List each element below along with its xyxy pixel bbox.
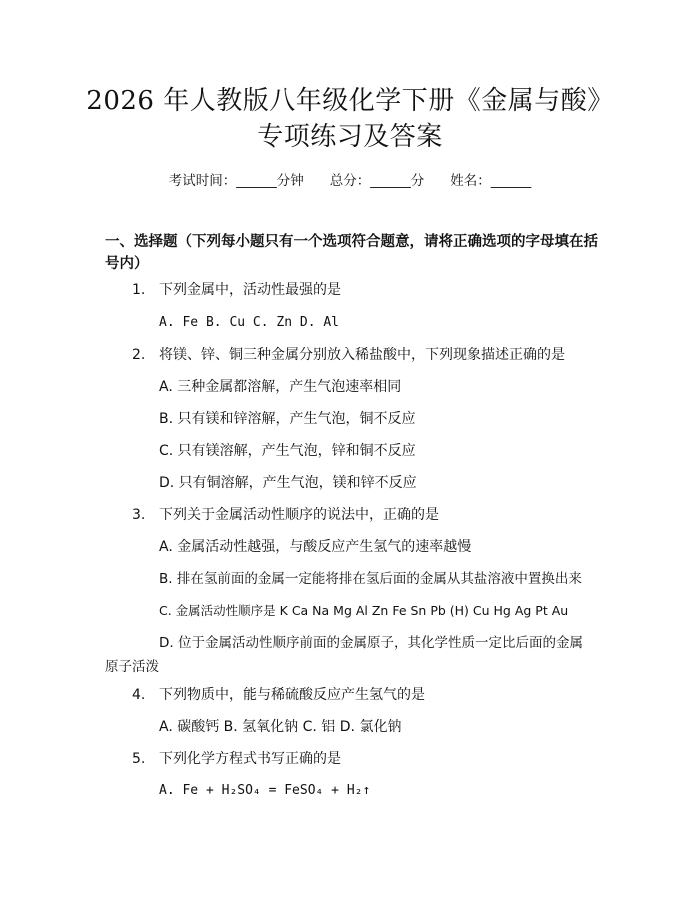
question-3 [132, 505, 439, 525]
question-stem: 将镁、锌、铜三种金属分别放入稀盐酸中，下列现象描述正确的是 [159, 347, 565, 363]
question-3-option-b: B. 排在氢前面的金属一定能将排在氢后面的金属从其盐溶液中置换出来 [159, 571, 582, 587]
question-stem: 下列关于金属活动性顺序的说法中，正确的是 [159, 507, 439, 523]
document-title-line2: 专项练习及答案 [257, 122, 443, 152]
section-heading: 一、选择题（下列每小题只有一个选项符合题意，请将正确选项的字母填在括号内） [105, 234, 598, 272]
question-5 [132, 749, 341, 769]
question-number: 4. [132, 687, 146, 703]
question-2-option-b: B. 只有镁和锌溶解，产生气泡，铜不反应 [159, 411, 416, 427]
question-1-options: A. Fe B. Cu C. Zn D. Al [159, 315, 340, 330]
question-number: 5. [132, 751, 146, 767]
question-3-option-a: A. 金属活动性越强，与酸反应产生氢气的速率越慢 [159, 539, 472, 555]
student-name: 姓名：______ [450, 173, 532, 189]
question-stem: 下列物质中，能与稀硫酸反应产生氢气的是 [159, 687, 425, 703]
question-stem: 下列金属中，活动性最强的是 [159, 282, 341, 298]
question-stem: 下列化学方程式书写正确的是 [159, 751, 341, 767]
exam-meta [0, 169, 700, 189]
question-2-option-c: C. 只有镁溶解，产生气泡，锌和铜不反应 [159, 443, 416, 459]
question-number: 3. [132, 507, 146, 523]
question-1 [132, 280, 341, 300]
question-2-option-d: D. 只有铜溶解，产生气泡，镁和锌不反应 [159, 475, 417, 491]
question-3-option-c: C. 金属活动性顺序是 K Ca Na Mg Al Zn Fe Sn Pb (H) Cu Hg Ag Pt Au [159, 603, 569, 618]
exam-time: 考试时间：______分钟 [168, 173, 304, 189]
exam-score: 总分：______分 [329, 173, 425, 189]
question-5-option-a: A. Fe + H₂SO₄ = FeSO₄ + H₂↑ [159, 783, 371, 798]
question-4-options: A. 碳酸钙 B. 氢氧化钠 C. 铝 D. 氯化钠 [159, 719, 402, 735]
question-4 [132, 685, 425, 705]
question-2-option-a: A. 三种金属都溶解，产生气泡速率相同 [159, 379, 402, 395]
question-2 [132, 345, 565, 365]
question-number: 1. [132, 282, 146, 298]
question-number: 2. [132, 347, 146, 363]
question-3-option-d: D. 位于金属活动性顺序前面的金属原子，其化学性质一定比后面的金属原子活泼 [105, 635, 583, 675]
document-title-line1: 2026 年人教版八年级化学下册《金属与酸》 [86, 86, 614, 116]
